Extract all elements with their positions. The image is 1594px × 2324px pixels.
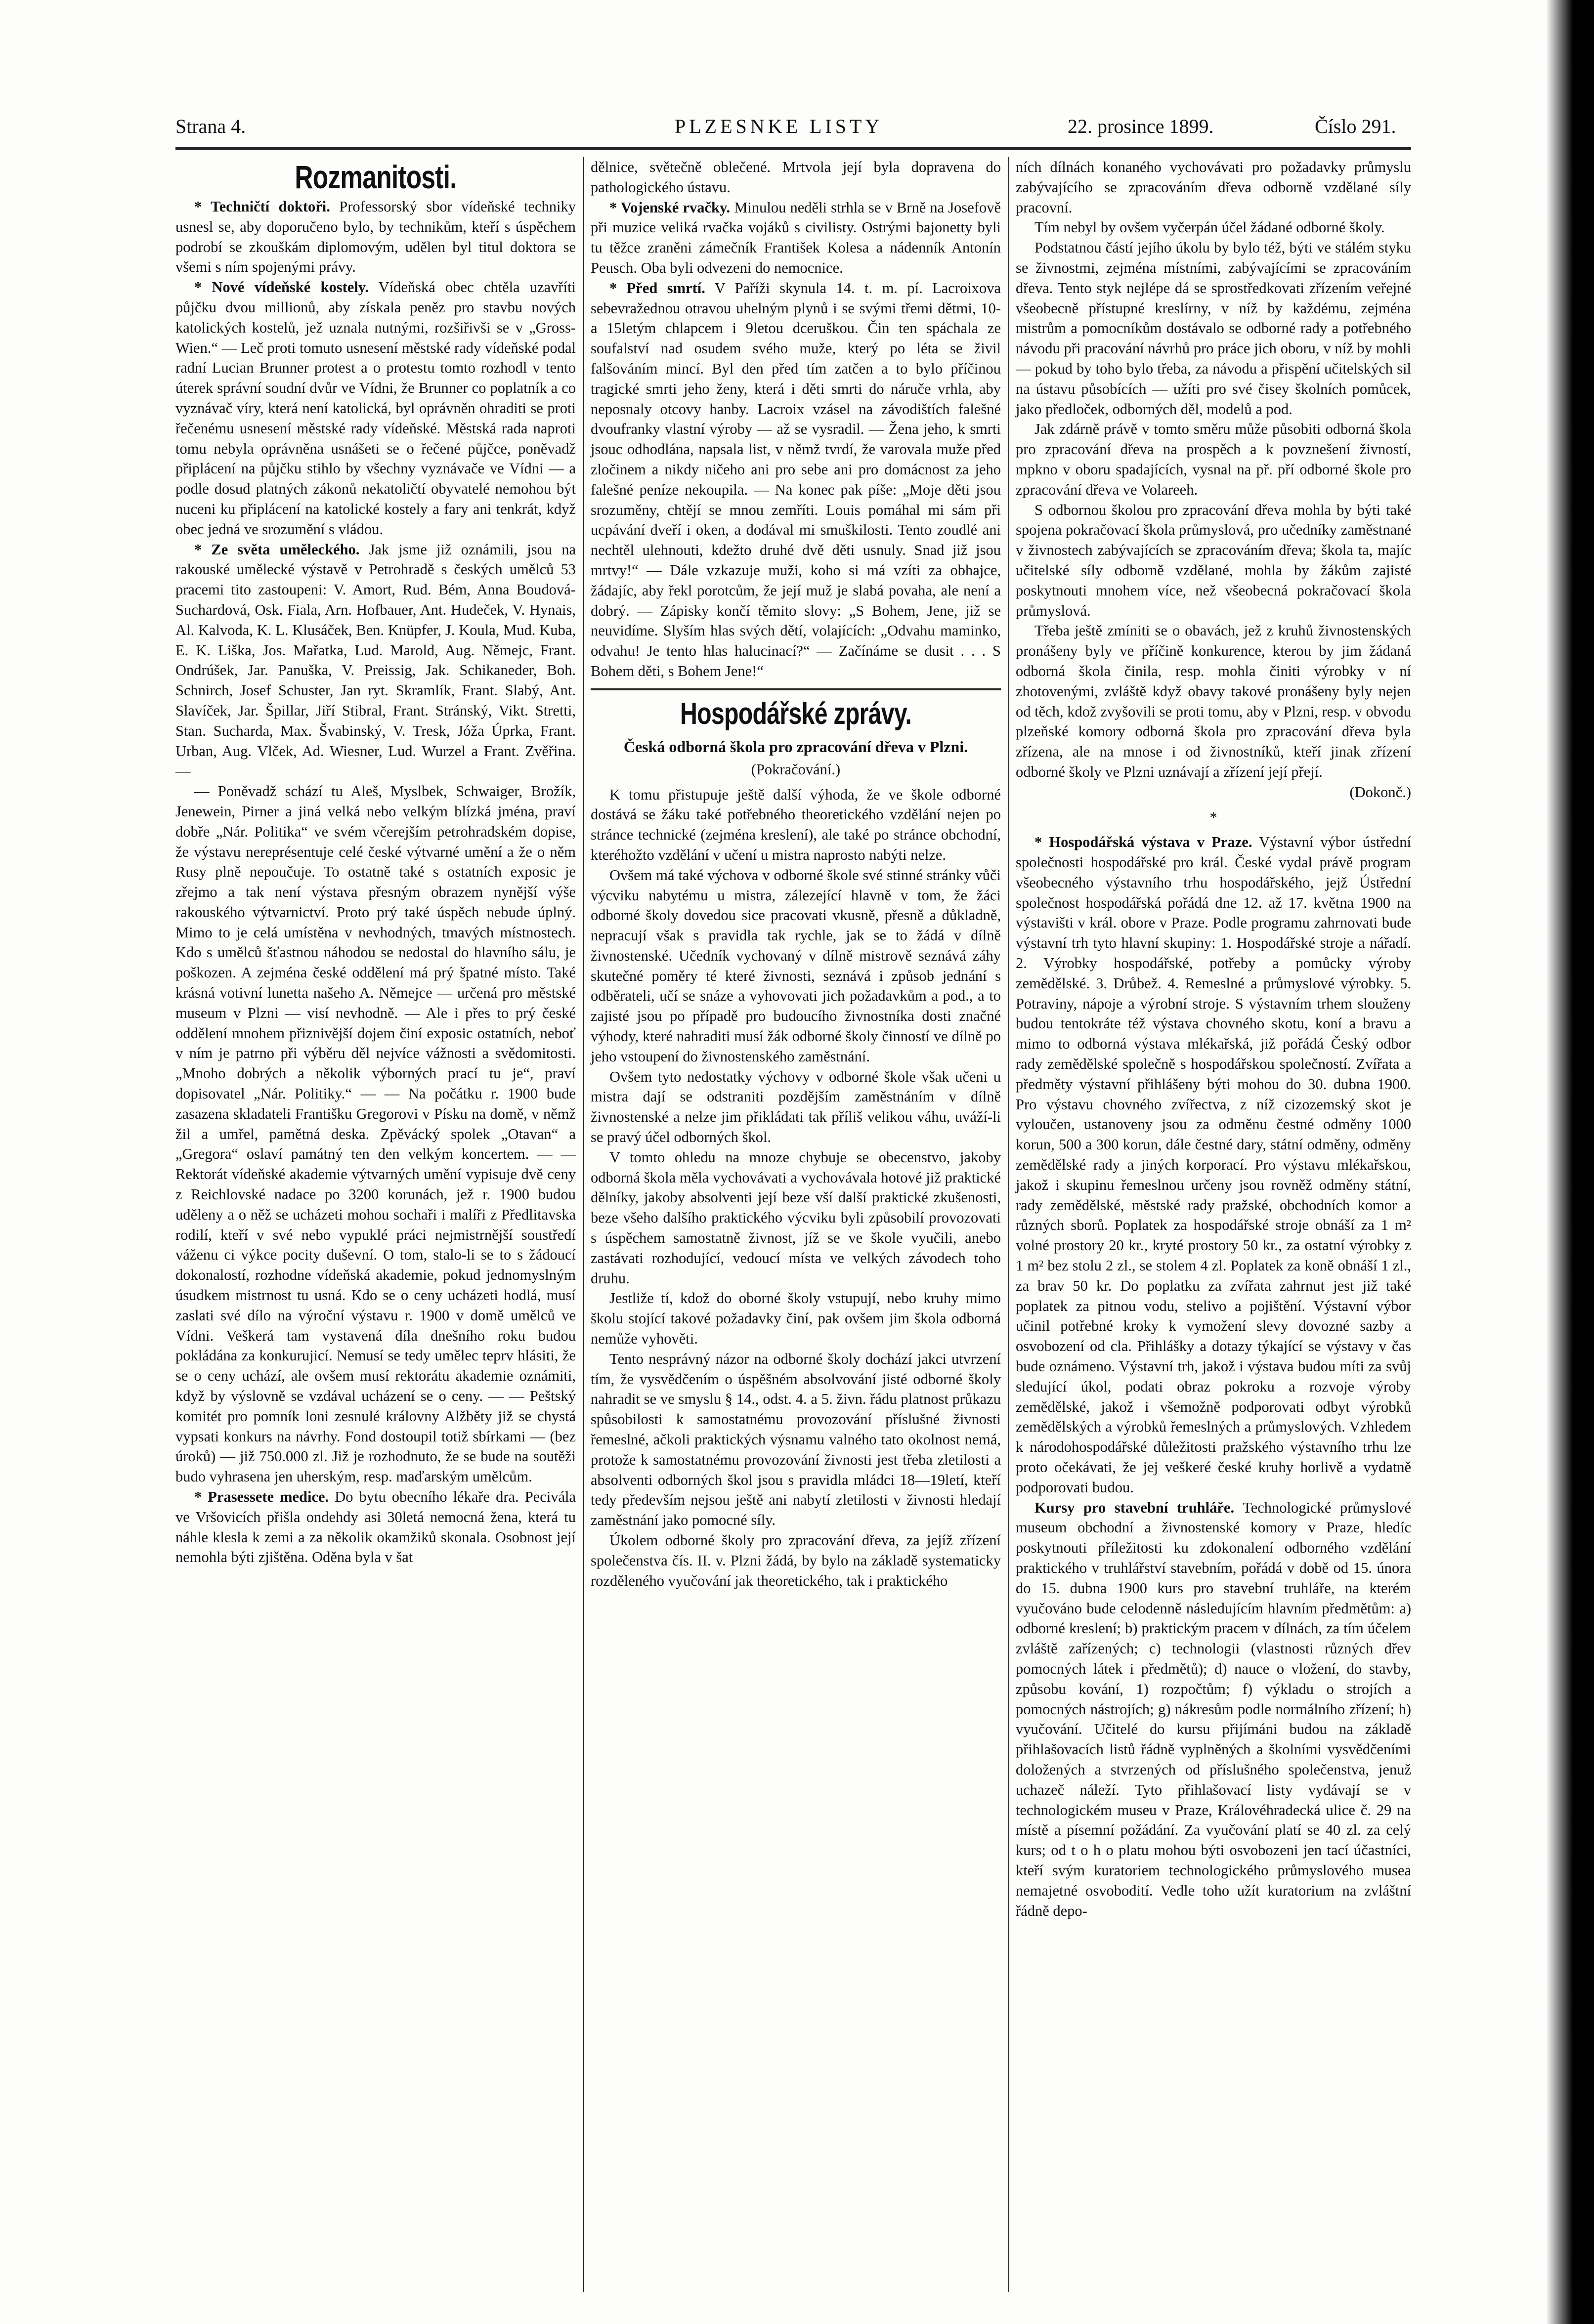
- paragraph-nedostatky: Ovšem tyto nedostatky výchovy v odborné škole však učeni u mistra dají se odstraniti pozdějším zaměstnáním v dílně živnostenské a nelze jim přikládati tak příliš velikou váhu, uváží-li se pravý účel odborných škol.: [591, 1068, 1001, 1146]
- paragraph-ukolem: Úkolem odborné školy pro zpracování dřeva, za jejíž zřízení společenstva čís. II. v. Plzni žádá, by bylo na základě systematicky rozděleného vyučování jak theoretického, tak i praktického: [591, 1532, 1001, 1589]
- article-prasessete-medice: [175, 1487, 576, 1567]
- page-number: Strana 4.: [175, 115, 246, 137]
- page-header: [175, 115, 1411, 144]
- masthead-title: PLZESNKE LISTY: [675, 115, 883, 137]
- paragraph-zdarne: Jak zdárně právě v tomto směru může působiti odborná škola pro zpracování dřeva na prospěch a k povznešení živností, mpkno v oboru spadajících, vysnal na př. pří odborné škole pro zpracování dřeva ve Volareeh.: [1016, 421, 1411, 498]
- article-kursy-truhlare: [1016, 1498, 1411, 1921]
- article-pred-smrti: [591, 278, 1001, 681]
- article-technicti-doktori: [175, 197, 576, 277]
- continued-label: (Pokračování.): [751, 761, 841, 778]
- paragraph-podstatnou: Podstatnou částí jejího úkolu by bylo též, býti ve stálém styku se živnostmi, zejména místními, zabývajícími se zpracováním dřeva. Tento styk nejlépe dá se sprostředkovati zřízením veřejné všeobecně přístupné kreslírny, v níž by každému, zejména mistrům a pomocníkům dostávalo se odborné rady a potřebného návodu při pracování návrhů pro práce jich oboru, v níž by mohli — pokud by toho bylo třeba, za návodu a přispění učitelských sil na ústavu působících — užíti pro své čisey školních pomůcek, jako předloček, odborných děl, modelů a pod.: [1016, 239, 1411, 418]
- article-nove-kostely: [175, 277, 576, 539]
- text-vojenske-rvacky: Minulou neděli strhla se v Brně na Josefově při muzice veliká rvačka vojáků s civilisty. Ostrými bajonetty byli tu těžce zraněni zámečník František Kolesa a nádenník Antonín Peusch. Oba byli odvezeni do nemocnice.: [591, 199, 1001, 276]
- paragraph-vyhoda: K tomu přistupuje ještě další výhoda, že ve škole odborné dostává se žáku také potřebného theoretického vzdělání nejen po stránce technické (zejména kreslení), ale také po stránce obchodní, kteréhožto vzdělání v učení u mistra naprosto nabýti nelze.: [591, 786, 1001, 863]
- article-umeni-continued: — Poněvadž schází tu Aleš, Myslbek, Schwaiger, Brožík, Jenewein, Pirner a jiná velká nebo velkým blízká jména, praví dobře „Nár. Politika“ ve svém včerejším petrohradském dopise, že výstavu nereprésentuje celé české výtvarné umění a že o něm Rusy plně nepoučuje. To ostatně také s ostatních exposic je zřejmo a tak není výstava přesným obrazem nynější výše rakouského výtvarnictví. Proto prý také úspěch nebude úplný. Mimo to je celá umístěna v nevhodných, tmavých místnostech. Kdo s umělců šťastnou náhodou se nedostal do hlavního sálu, je poškozen. A zejména české oddělení má prý špatné místo. Také krásná votivní lunetta našeho A. Němejce — určená pro městské museum v Plzni — visí nevhodně. — Ale i přes to prý české oddělení mnohem přiznivější dojem činí exposic ostatních, neboť v ním je patrno při výběru děl nejvíce vážnosti a svědomitosti. „Mnoho dobrých a několik výborných prací tu je“, praví dopisovatel „Nár. Politiky.“ — — Na počátku r. 1900 bude zasazena skladateli Františku Gregorovi v Písku na domě, v němž žil a umřel, pamětná deska. Zpěvácký spolek „Otavan“ a „Gregora“ oslaví památný ten den velkým koncertem. — — Rektorát vídeňské akademie výtvarných umění vypisuje dvě ceny z Reichlovské nadace po 3200 korunách, jež r. 1900 budou uděleny a o něž se ucházeti mohou sochaři i malíři z Předlitavska rodilí, kteří v své nebo vypuklé práci nejmistrnější soustředí váženu ci výkce pocity duševní. O tom, stalo-li se to s žádoucí dokonalostí, rozhodne vídeňská akademie, pokud jednomyslným úsudkem mistrnost tu usná. Kdo se o ceny ucházeti hodlá, musí zaslati své dílo na výroční výstavu r. 1900 v domě umělců ve Vídni. Veškerá tam vystavená díla dnešního roku budou pokládána za konkurujicí. Nemusí se tedy umělec teprv hlásiti, že se o ceny uchází, ale ovšem musí rektorátu akademie oznámiti, když by výslovně se vzdával ucházení se o ceny. — — Peštský komitét pro pomník loni zesnulé královny Alžběty již se chystá vypsati konkurs na návrhy. Fond dostoupil totiž sbírkami — (bez úroků) — již 750.000 zl. Již je rozhodnuto, že se bude na soutěži budo vyhrasena jen uherským, resp. maďarským umělcům.: [175, 783, 576, 1485]
- headline-pred-smrti: * Před smrtí.: [609, 279, 705, 296]
- text-technicti-doktori: Professorský sbor vídeňské techniky usnesl se, aby doporučeno bylo, by technikům, kteří s úspěchem podrobí se zkouškám diplomovým, udělen byl titul doktora se všemi s ním spojenými právy.: [175, 198, 576, 276]
- headline-kursy-truhlare: Kursy pro stavební truhláře.: [1034, 1499, 1235, 1516]
- scan-edge-shadow: [1547, 0, 1594, 2324]
- headline-vojenske-rvacky: * Vojenské rvačky.: [609, 199, 731, 216]
- section-rule: [591, 688, 1001, 690]
- paragraph-pokracovaci-skola: S odbornou školou pro zpracování dřeva mohla by býti také spojena pokračovací škola průmyslová, pro učedníky zaměstnané v živnostech zabývajících se zpracováním dřeva; škola ta, majíc učitelské síly odborně vzdělané, mohla by žákům zajisté poskytnouti mnohem více, než všeobecná pokračovací škola průmyslová.: [1016, 501, 1411, 619]
- section-title-hospodarske-zpravy: Hospodářské zprávy.: [680, 696, 912, 731]
- headline-prasessete-medice: * Prasessete medice.: [194, 1488, 329, 1505]
- column-1: [175, 157, 576, 1567]
- column-2: [591, 157, 1001, 1591]
- article-signoff: (Dokonč.): [1349, 783, 1411, 801]
- text-hospodarska-vystava: Výstavní výbor ústřední společnosti hospodářské pro král. České vydal právě program všeobecného výstavního trhu hospodářského, jejž Ústřední společnost hospodářská pořádá dne 12. až 17. května 1900 na výstavišti v král. obore v Praze. Podle programu zahrnovati bude výstavní trh tyto hlavní skupiny: 1. Hospodářské stroje a nářadí. 2. Výrobky hospodářské, potřeby a pomůcky výroby zemědělské. 3. Drůbež. 4. Remeslné a průmyslové výrobky. 5. Potraviny, nápoje a výrobní stroje. S výstavním trhem slouženy budou tentokráte též výstava chovného skotu, koní a bravu a mimo to odborná výstava mlékařská, již pořádá Český odbor rady zemědělské společně s hospodářskou společností. Zvířata a předměty výstavní přihlášeny býti mohou do 30. dubna 1900. Pro výstavu chovného zvířectva, z níž cizozemský skot je vyloučen, ustanoveny jsou za odměnu čestné odměny 1000 korun, 500 a 300 korun, dále čestné dary, státní odměny, odměny zemědělské rady a jiných korporací. Pro výstavu mlékařskou, jakož i skupinu řemeslnou určeny jsou rovněž odměny státní, rady zemědělské, městské rady pražské, obchodních komor a různých sborů. Poplatek za hospodářské stroje obnáší za 1 m² volné prostory 20 kr., kryté prostory 50 kr., za ostatní výrobky z 1 m² bez stolu 2 zl., se stolem 4 zl. Poplatek za koně obnáší 1 zl., za brav 50 kr. Do poplatku za zvířata zahrnut jest již také poplatek za pitnou vodu, stelivo a pojištění. Výstavní výbor učinil potřebné kroky k vymožení slevy dovozné sazby a osvobození od cla. Přihlášky a dotazy týkající se výstavy v čas bude oznámeno. Výstavní trh, jakož i výstava budou míti za svůj sledující úkol, podati obraz pokroku a rozvoje výroby zemědělské, jakož i všemožně podporovati odbyt výrobků zemědělských a výrobků řemeslných a průmyslových. Vzhledem k národohospodářské důležitosti pražského výstavního trhu lze proto očekávati, že jej veškeré české kruhy horlivě a vydatně podporovati budou.: [1016, 834, 1411, 1496]
- headline-ze-sveta-umeleckeho: * Ze světa uměleckého.: [194, 541, 360, 558]
- column-3: [1016, 157, 1411, 1921]
- paragraph-obavy: Třeba ještě zmíniti se o obavách, jež z kruhů živnostenských pronášeny byly ve příčině konkurence, kterou by jim žádaná odborná škola činila, resp. mohla činiti výrobky v ní zhotovenými, zvláště když obavy takové pronášeny byly nejen od těch, kdož zvyšovili se proti tomu, aby v Plzni, resp. v obvodu plzeňské komory odborná škola pro zpracování dřeva byla zřízena, ale na mnose i od živnostníků, kteří jinak zřízení odborné školy ve Plzni uznávají a zřízení její přejí.: [1016, 622, 1411, 780]
- article-title-odborna-skola: Česká odborná škola pro zpracování dřeva v Plzni.: [623, 737, 968, 756]
- text-nove-kostely: Vídeňská obec chtěla uzavříti půjčku dvou millionů, aby získala peněz pro stavbu nových katolických kostelů, jež uznala nutnými, rozšiřivši se v „Gross-Wien.“ — Leč proti tomuto usnesení městské rady vídeňské podal radní Lucian Brunner protest a o protestu tomto rozhodl v tento úterek správní soudní dvůr ve Vídni, že Brunner co poplatník a co vyznávač víry, která není katolická, byl oprávněn ohraditi se proti řečenému usnesení městské rady vídeňské. Městská rada naproti tomu nebyla oprávněna usnášeti se o řečené půjčce, poněvadž připlácení na půjčku stihlo by všechny vyznávače ve Vídni — a podle dosud platných zákonů nekatoličtí obyvatelé nemohou být nuceni ku připlácení na katolické kostely a fary ani tenkrát, když obec jedná ve srozumění s vládou.: [175, 279, 576, 538]
- section-title-rozmanitosti: Rozmanitosti.: [295, 159, 457, 195]
- article-ze-sveta-umeleckeho: [175, 540, 576, 782]
- separator-asterisk: *: [1209, 808, 1217, 826]
- header-rule: [175, 147, 1411, 150]
- text-ze-sveta-umeleckeho: Jak jsme již oznámili, jsou na rakouské umělecké výstavě v Petrohradě s českých umělců 53 pracemi tito zastoupeni: V. Amort, Rud. Bém, Anna Boudová-Suchardová, Osk. Fiala, Arn. Hofbauer, Ant. Hudeček, V. Hynais, Al. Kalvoda, K. L. Klusáček, Ben. Knüpfer, J. Koula, Mud. Kuba, E. K. Liška, Jos. Mařatka, Lud. Marold, Aug. Němejc, Frant. Ondrúšek, Jar. Panuška, V. Preissig, Jak. Schikaneder, Boh. Schnirch, Josef Schuster, Jan ryt. Skramlík, Frant. Slabý, Ant. Slavíček, Jar. Špillar, Jiří Stibral, Frant. Stránský, Vikt. Stretti, Stan. Sucharda, Max. Švabinský, V. Tresk, Jóža Úprka, Frant. Urban, Aug. Vlček, Ad. Wiesner, Lud. Wurzel a Frant. Zvěřina. —: [175, 541, 576, 780]
- column-divider-2: [1008, 157, 1009, 2292]
- paragraph-nazor: Tento nesprávný názor na odborné školy dochází jakci utvrzení tím, že vysvědčením o úspěšném absolvování jisté odborné školy nahradit se ve smyslu § 14., odst. 4. a 5. živn. řádu platnost průkazu spůsobilosti k samostatnému provozování příslušné živnosti řemeslné, ačkoli praktických výsnamu valného tato okolnost nemá, protože k samostatnému provozování živnosti jest třeba zletilosti a absolventi odborných škol jsou s pravidla mládci 18—19letí, kteří tedy především nejsou ještě ani nabytí zletilosti v živnosti hledají zaměstnání jako pomocné síly.: [591, 1350, 1001, 1529]
- text-pred-smrti: V Paříži skynula 14. t. m. pí. Lacroixova sebevražednou otravou uhelným plynů i se svými třemi dětmi, 10- a 15letým chlapcem i 9letou dceruškou. Čin ten spáchala ze soufalství nad osudem svého muže, který po léta se živil falšováním mincí. Byl den před tím zatčen a to bylo příčinou tragické smrti jeho ženy, která i děti smrti do náruče vrhla, aby neposnaly otcovy hanby. Lacroix vzásel na závodištích falešné dvoufranky vlastní výroby — až se vysradil. — Žena jeho, k smrti jsouc odhodlána, napsala list, v němž tvrdí, že varovala muže před zločinem a nikdy ničeho ani pro sebe ani pro domácnost za jeho falešné peníze nekoupila. — Na konec pak píše: „Moje děti jsou srozuměny, chtějí se mnou zemříti. Louis pomáhal mi sám při ucpávání dveří i oken, a dodával mi smuškilosti. Tento zoudlé ani nechtěl ulehnouti, kdežto druhé dvě děti usnuly. Snad již jsou mrtvy!“ — Dále vzkazuje muži, koho si má vzíti za obhajce, žádajíc, aby řekl porotcům, že její muž je slabá povaha, ale není a dobrý. — Zápisky končí těmito slovy: „S Bohem, Jene, již se neuvidíme. Slyším hlas svých dětí, volajících: „Odvahu maminko, odvahu! Je tento hlas halucinací?“ — Začínáme se dusit . . . S Bohem děti, s Bohem Jene!“: [591, 279, 1001, 679]
- article-prasessete-continued: dělnice, světečně oblečené. Mrtvola její byla dopravena do pathologického ústavu.: [591, 159, 1001, 196]
- headline-nove-kostely: * Nové vídeňské kostely.: [194, 279, 369, 296]
- headline-hospodarska-vystava: * Hospodářská výstava v Praze.: [1034, 834, 1252, 851]
- issue-number: Číslo 291.: [1315, 115, 1396, 137]
- column-divider-1: [583, 157, 584, 2292]
- paragraph-stinne-stranky: Ovšem má také výchova v odborné škole své stinné stránky vůči výcviku nabytému u mistra, zálezející hlavně v tom, že žáci odborné školy dovedou sice pracovati vkusně, přesně a důkladně, nepracují však s pravidla tak rychle, jak se to žádá v dílně živnostenské. Učedník vychovaný v dílně mistrově seznává záhy skutečné poměry té které živnosti, seznává i způsob jednání s odběrateli, učí se snáze a vyhovovati jich požadavkům a pod., a to zajisté jsou po případě pro budoucího živnostníka dosti značné výhody, které nahraditi musí žák odborné školy činností ve dílně po jeho vstoupení do živnostenského zaměstnání.: [591, 866, 1001, 1065]
- article-hospodarska-vystava: [1016, 832, 1411, 1497]
- headline-technicti-doktori: * Techničtí doktoři.: [194, 198, 330, 215]
- paragraph-ucel: Tím nebyl by ovšem vyčerpán účel žádané odborné školy.: [1034, 219, 1385, 236]
- text-kursy-truhlare: Technologické průmyslové museum obchodní a živnostenské komory v Praze, hledíc poskytnouti příležitosti ku zdokonalení odborného vzdělání praktického v truhlářství stavebním, pořádá v době od 15. února do 15. dubna 1900 kurs pro stavební truhláře, na kterém vyučováno bude celodenně následujícím hlavním předmětům: a) odborné kreslení; b) praktickým pracem v dílnách, za tím účelem zvláště zařízených; c) technologii (vlastnosti různých dřev pomocných látek i předmětů); d) nauce o vložení, do stavby, způsobu kování, 1) rozpočtům; f) výkladu o strojích a pomocných nástrojích; g) nákresům podle normálního zřízení; h) vyučování. Učitelé do kursu přijímáni budou na základě přihlašovacích listů řádně vyplněných a školními vysvědčeními doložených a stvrzených od příslušného společenstva, jenuž uchazeč náleží. Tyto přihlašovací listy vydávají se v technologickém museu v Praze, Královéhradecká ulice č. 29 na místě a písemní požádání. Za vyučování platí se 40 zl. za celý kurs; od t o h o platu mohou býti osvobozeni jen tací účastníci, kteří svým kuratoriem technologického průmyslového musea nemajetné osvobodití. Vedle toho užít kuratorium na zvláštní řádně depo-: [1016, 1499, 1411, 1919]
- issue-date: 22. prosince 1899.: [1068, 115, 1214, 137]
- article-vojenske-rvacky: [591, 198, 1001, 278]
- paragraph-obecenstvo: V tomto ohledu na mnoze chybuje se obecenstvo, jakoby odborná škola měla vychovávati a vychovávala hotové již praktické dělníky, jakoby absolventi její beze vší další praktické zkušenosti, beze všeho dalšího praktického výcviku byli způsobilí provozovati s úspěchem samostatně živnost, jíž se ve škole vyučili, anebo zastávati rozhodující, vedoucí místa ve velkých závodech toho druhu.: [591, 1148, 1001, 1287]
- text-prasessete-medice: Do bytu obecního lékaře dra. Pecivála ve Vršovicích přišla ondehdy asi 30letá nemocná žena, která tu náhle klesla k zemi a za několik okamžiků skonala. Osobnost její nemohla býti zjištěna. Oděna byla v šat: [175, 1488, 576, 1566]
- paragraph-pozadavky: Jestliže tí, kdož do oborné školy vstupují, nebo kruhy mimo školu stojící takové požadavky činí, pak ovšem jim škola odborná nemůže vyhověti.: [591, 1290, 1001, 1348]
- paragraph-dilnach: ních dílnách konaného vychovávati pro požadavky průmyslu zabývajícího se zpracováním dřeva odborně vzdělané síly pracovní.: [1016, 159, 1411, 216]
